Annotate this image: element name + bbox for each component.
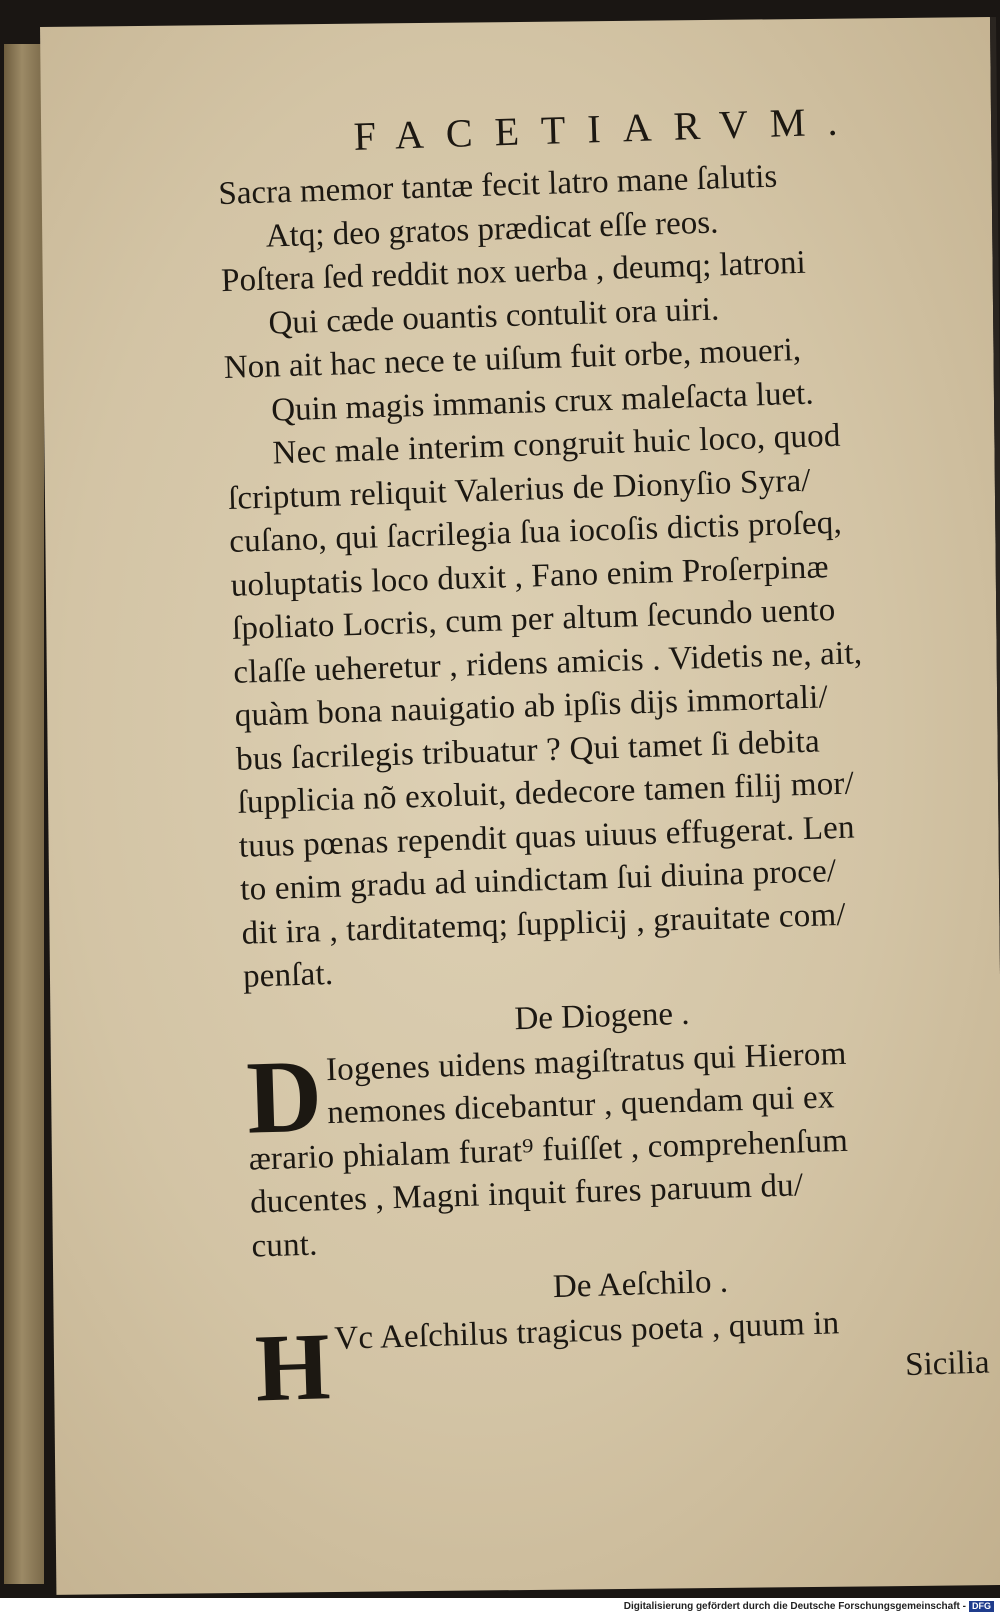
prose-line: uoluptatis loco duxit , Fano enim Proſerpinæ — [230, 548, 830, 604]
prose-line: ducentes , Magni inquit fures paruum du/ — [249, 1167, 804, 1221]
prose-line: cuſano, qui ſacrilegia ſua iocoſis dictis proſeq, — [228, 504, 843, 560]
section-diogenes — [245, 1028, 990, 1225]
prose-line: tuus pœnas rependit quas uiuus effugerat. Len — [238, 808, 856, 865]
catchword: Sicilia — [904, 1343, 991, 1383]
prose-line: penſat. — [242, 955, 334, 995]
verse-line: Qui cæde ouantis contulit ora uiri. — [267, 290, 720, 342]
verse-line: Atq; deo gratos prædicat eſſe reos. — [265, 203, 719, 255]
drop-cap-initial: H — [253, 1312, 332, 1422]
prose-line: bus ſacrilegis tribuatur ? Qui tamet ſi debita — [235, 723, 821, 778]
prose-line: ſupplicia nõ exoluit, dedecore tamen filĳ mor/ — [237, 765, 855, 821]
book-page — [40, 17, 1000, 1595]
prose-line: ſpoliato Locris, cum per altum ſecundo uento — [231, 591, 836, 647]
prose-line: dit ira , tarditatemq; ſupplicĳ , grauitate com/ — [241, 896, 847, 952]
prose-line: to enim gradu ad uindictam ſui diuina proce/ — [239, 853, 837, 908]
dfg-logo: DFG — [969, 1601, 994, 1612]
prose-line: cunt. — [250, 1226, 319, 1265]
credit-text: Digitalisierung gefördert durch die Deutsche Forschungsgemeinschaft - — [623, 1601, 966, 1612]
prose-line: ſcriptum reliquit Valerius de Dionyſio Syra/ — [227, 462, 812, 517]
prose-line: quàm bona nauigatio ab ipſis dĳs immortali/ — [234, 679, 829, 734]
prose-line: ærario phialam furat⁹ fuiſſet , comprehenſum — [248, 1122, 849, 1178]
section-heading-aeschylus: De Aeſchilo . — [552, 1263, 729, 1306]
verse-line: Poſtera ſed reddit nox uerba , deumq; latroni — [220, 244, 807, 300]
running-head: FACETIARVM. — [353, 97, 861, 159]
prose-line: Vc Aeſchilus tragicus poeta , quum in — [333, 1305, 840, 1358]
drop-cap-initial: D — [245, 1037, 324, 1156]
section-heading-diogenes: De Diogene . — [513, 995, 690, 1037]
verse-block — [218, 150, 966, 434]
digitization-credit — [0, 1598, 1000, 1615]
prose-line: Iogenes uidens magiſtratus qui Hierom — [325, 1035, 847, 1088]
verse-line: Quin magis immanis crux maleſacta luet. — [270, 375, 815, 429]
verse-line: Sacra memor tantæ fecit latro mane ſalutis — [217, 158, 778, 213]
verse-line: Non ait hac nece te uiſum fuit orbe, moueri, — [223, 331, 802, 387]
page-body — [216, 92, 996, 1422]
prose-paragraph — [226, 411, 983, 999]
page-edge — [4, 44, 44, 1584]
prose-line: Nec male interim congruit huic loco, quod — [272, 417, 842, 472]
prose-line: claſſe ueheretur , ridens amicis . Videtis ne, ait, — [232, 634, 863, 691]
prose-line: nemones dicebantur , quendam qui ex — [326, 1079, 836, 1132]
section-text — [245, 1028, 990, 1225]
